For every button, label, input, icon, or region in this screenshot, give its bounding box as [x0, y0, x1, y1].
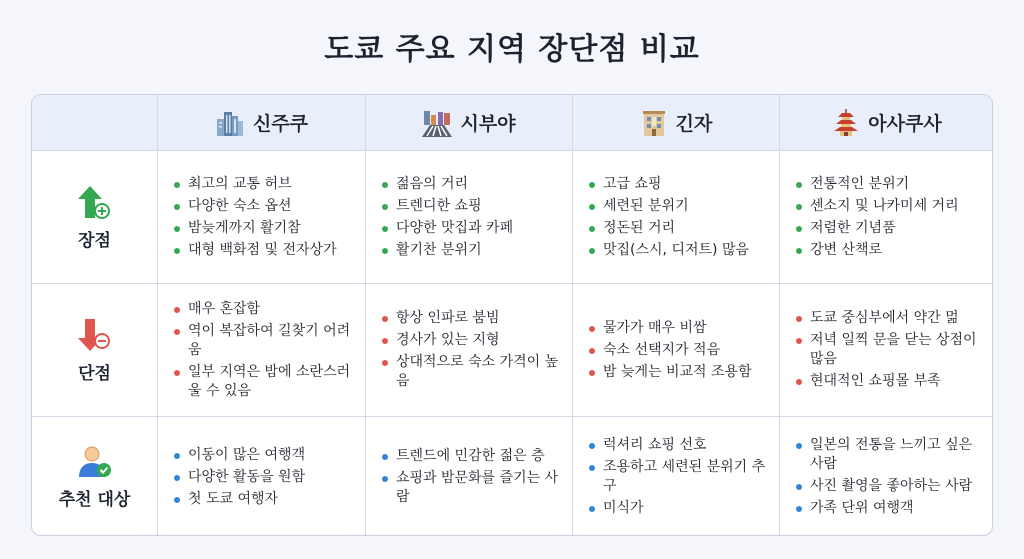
row-label: 장점 — [78, 230, 111, 251]
pros-cell-shinjuku — [158, 151, 366, 284]
list-item: 정돈된 거리 — [589, 219, 749, 238]
pros-cell-asakusa — [780, 151, 993, 284]
list-item: 역이 복잡하여 길찾기 어려움 — [174, 322, 353, 360]
list-item: 밤 늦게는 비교적 조용함 — [589, 363, 752, 382]
pagoda-icon — [832, 109, 860, 137]
building-icon — [640, 109, 668, 137]
list-item: 물가가 매우 비쌈 — [589, 319, 752, 338]
row-header-recommended — [32, 417, 158, 536]
list-item: 경사가 있는 지형 — [382, 331, 560, 350]
column-label: 신주쿠 — [252, 113, 309, 135]
list-item: 조용하고 세련된 분위기 추구 — [589, 458, 767, 496]
list-item: 도쿄 중심부에서 약간 멂 — [796, 309, 982, 328]
list-item: 전통적인 분위기 — [796, 175, 959, 194]
column-header-shibuya — [366, 95, 573, 151]
list-item: 고급 쇼핑 — [589, 175, 749, 194]
list-item: 럭셔리 쇼핑 선호 — [589, 436, 767, 455]
list-item: 활기찬 분위기 — [382, 241, 513, 260]
list-item: 최고의 교통 허브 — [174, 175, 337, 194]
rec-cell-shinjuku — [158, 417, 366, 536]
list-item: 다양한 숙소 옵션 — [174, 197, 337, 216]
row-label: 추천 대상 — [58, 489, 131, 510]
comparison-table — [31, 94, 993, 536]
column-header-shinjuku — [158, 95, 366, 151]
pros-cell-ginza — [573, 151, 780, 284]
list-item: 밤늦게까지 활기참 — [174, 219, 337, 238]
column-label: 긴자 — [675, 113, 713, 135]
list-item: 강변 산책로 — [796, 241, 959, 260]
list-item: 상대적으로 숙소 가격이 높음 — [382, 353, 560, 391]
list-item: 저렴한 기념품 — [796, 219, 959, 238]
arrow-down-minus-icon — [78, 317, 112, 353]
list-item: 트렌디한 쇼핑 — [382, 197, 513, 216]
list-item: 세련된 분위기 — [589, 197, 749, 216]
list-item: 다양한 활동을 원함 — [174, 468, 305, 487]
pros-cell-shibuya — [366, 151, 573, 284]
column-header-ginza — [573, 95, 780, 151]
person-check-icon — [77, 445, 113, 479]
list-item: 대형 백화점 및 전자상가 — [174, 241, 337, 260]
list-item: 쇼핑과 밤문화를 즐기는 사람 — [382, 469, 560, 507]
rec-cell-asakusa — [780, 417, 993, 536]
column-label: 시부야 — [460, 113, 516, 135]
row-header-pros — [32, 151, 158, 284]
cons-cell-shibuya — [366, 284, 573, 417]
list-item: 가족 단위 여행객 — [796, 499, 982, 518]
list-item: 항상 인파로 붐빔 — [382, 309, 560, 328]
cons-cell-shinjuku — [158, 284, 366, 417]
row-header-cons — [32, 284, 158, 417]
list-item: 일본의 전통을 느끼고 싶은 사람 — [796, 436, 982, 474]
cons-cell-ginza — [573, 284, 780, 417]
cons-cell-asakusa — [780, 284, 993, 417]
rec-cell-shibuya — [366, 417, 573, 536]
row-label: 단점 — [78, 363, 111, 384]
list-item: 맛집(스시, 디저트) 많음 — [589, 241, 749, 260]
list-item: 숙소 선택지가 적음 — [589, 341, 752, 360]
list-item: 다양한 맛집과 카페 — [382, 219, 513, 238]
list-item: 미식가 — [589, 499, 767, 518]
arrow-up-plus-icon — [78, 184, 112, 220]
list-item: 첫 도쿄 여행자 — [174, 490, 305, 509]
table-corner — [32, 95, 158, 151]
column-header-asakusa — [780, 95, 993, 151]
column-label: 아사쿠사 — [868, 113, 942, 135]
list-item: 젊음의 거리 — [382, 175, 513, 194]
crossing-icon — [422, 109, 452, 137]
list-item: 매우 혼잡함 — [174, 300, 353, 319]
list-item: 센소지 및 나카미세 거리 — [796, 197, 959, 216]
rec-cell-ginza — [573, 417, 780, 536]
list-item: 저녁 일찍 문을 닫는 상점이 많음 — [796, 331, 982, 369]
list-item: 일부 지역은 밤에 소란스러울 수 있음 — [174, 363, 353, 401]
list-item: 트렌드에 민감한 젊은 층 — [382, 447, 560, 466]
list-item: 사진 촬영을 좋아하는 사람 — [796, 477, 982, 496]
page-title: 도쿄 주요 지역 장단점 비교 — [324, 32, 700, 67]
list-item: 이동이 많은 여행객 — [174, 446, 305, 465]
list-item: 현대적인 쇼핑몰 부족 — [796, 372, 982, 391]
skyscraper-icon — [215, 109, 245, 137]
